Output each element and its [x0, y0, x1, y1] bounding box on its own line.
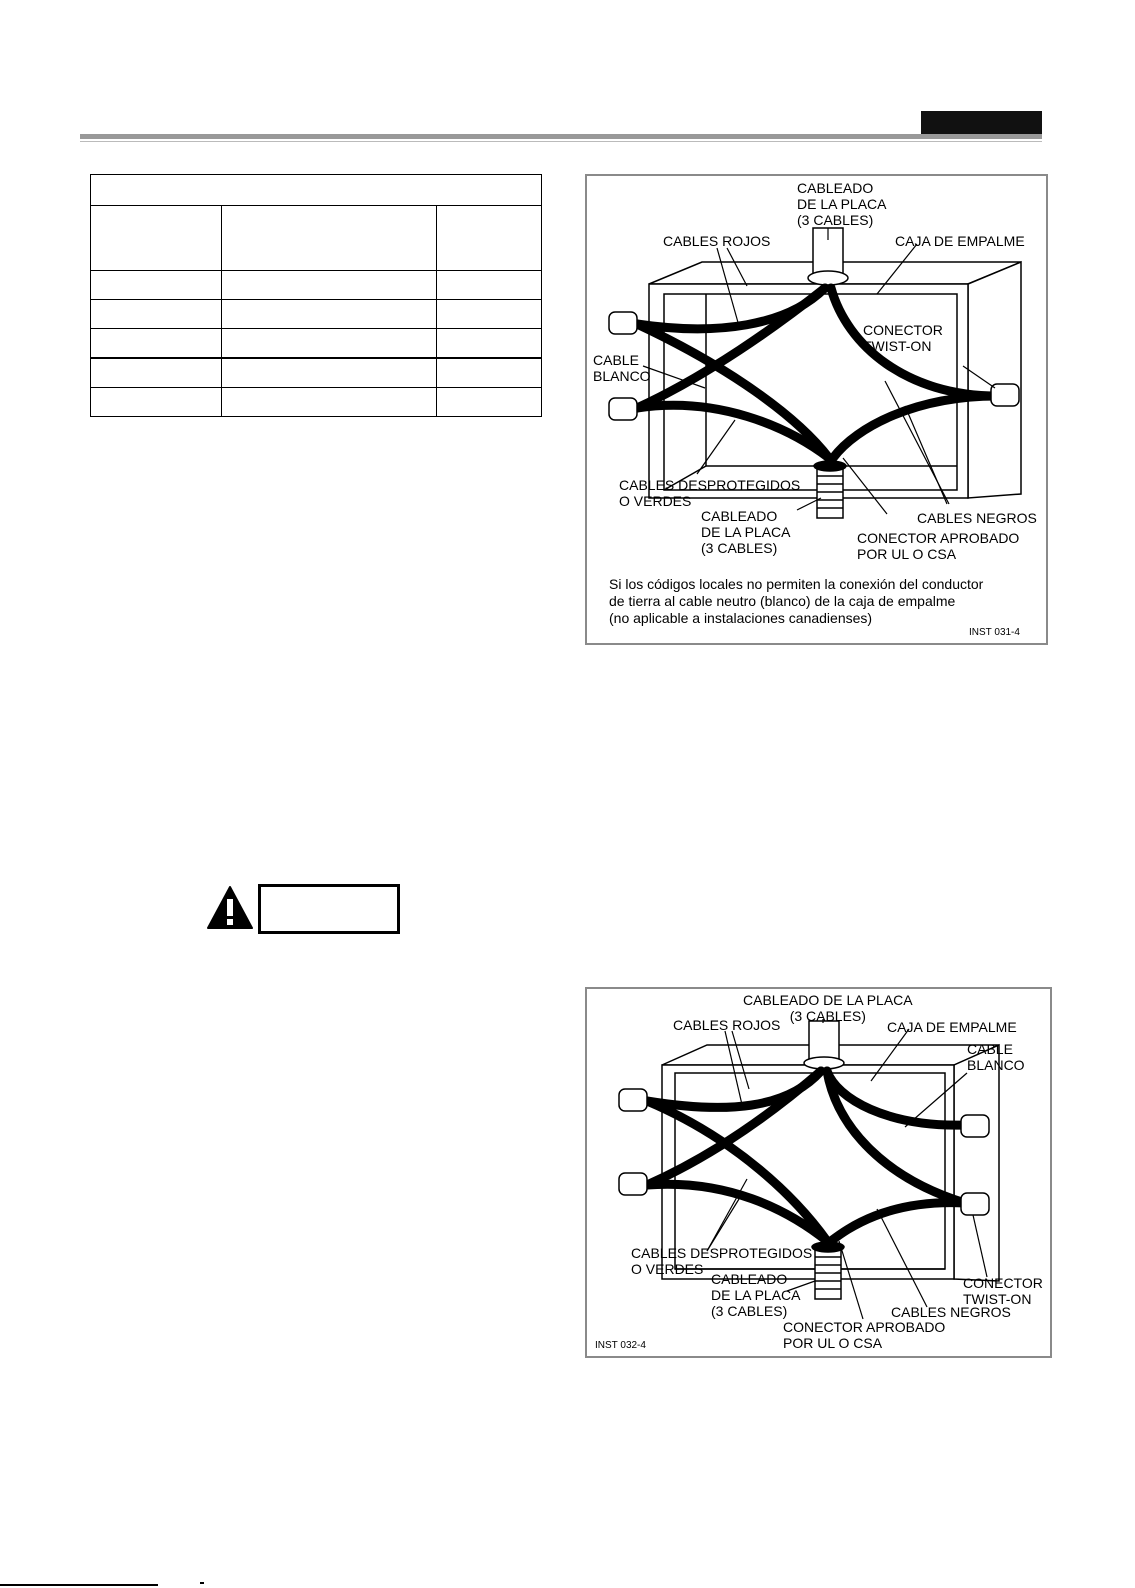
- label-ul-csa: CONECTOR APROBADO POR UL O CSA: [783, 1319, 946, 1351]
- table-header-cell: [437, 206, 542, 271]
- label-twist-on: CONECTOR TWIST-ON: [963, 1275, 1043, 1307]
- label-junction-box: CAJA DE EMPALME: [887, 1019, 1017, 1035]
- footer-mark: [200, 1582, 204, 1584]
- header-rule-thin: [80, 141, 1042, 142]
- warning-label-box: [258, 884, 400, 934]
- wiring-diagram-1: [585, 174, 1048, 645]
- table-cell: [91, 300, 222, 329]
- figure-note: Si los códigos locales no permiten la conexión del conductor de tierra al cable neutro (blanco) de la caja de empalme (no aplicable a instalaciones canadienses): [609, 576, 984, 626]
- table-cell: [222, 271, 437, 300]
- table-cell: [437, 271, 542, 300]
- label-bare-green: CABLES DESPROTEGIDOS O VERDES: [619, 477, 801, 509]
- figure-code: INST 032-4: [595, 1340, 646, 1351]
- warning-triangle-icon: [206, 884, 254, 932]
- table-cell: [437, 329, 542, 359]
- footer-rule: [0, 1584, 158, 1586]
- table-cell: [222, 329, 437, 359]
- table-cell: [91, 271, 222, 300]
- conduit-top-icon: [804, 1021, 844, 1069]
- figure-code: INST 031-4: [969, 627, 1020, 638]
- table-title-cell: [91, 175, 542, 206]
- conduit-bottom-icon: [812, 1242, 844, 1299]
- label-twist-on: CONECTOR TWIST-ON: [863, 322, 943, 354]
- table-cell: [91, 329, 222, 359]
- label-wiring-top: CABLEADO DE LA PLACA (3 CABLES): [797, 180, 887, 228]
- label-wiring-top: CABLEADO DE LA PLACA (3 CABLES): [743, 992, 913, 1024]
- warning-banner: [206, 884, 254, 937]
- header-tab: [921, 111, 1042, 135]
- table-header-cell: [91, 206, 222, 271]
- label-wiring-bottom: CABLEADO DE LA PLACA (3 CABLES): [711, 1271, 801, 1319]
- label-junction-box: CAJA DE EMPALME: [895, 233, 1025, 249]
- label-red-wires: CABLES ROJOS: [673, 1017, 781, 1033]
- table-cell: [222, 388, 437, 417]
- spec-table: [90, 174, 542, 417]
- label-red-wires: CABLES ROJOS: [663, 233, 771, 249]
- label-white-wire: CABLE BLANCO: [967, 1041, 1025, 1073]
- conduit-bottom-icon: [814, 461, 846, 518]
- table-cell: [437, 300, 542, 329]
- header-rule: [80, 134, 1042, 139]
- table-header-cell: [222, 206, 437, 271]
- table-cell: [437, 388, 542, 417]
- label-bare-green: CABLES DESPROTEGIDOS O VERDES: [631, 1245, 813, 1277]
- table-cell: [91, 358, 222, 388]
- label-ul-csa: CONECTOR APROBADO POR UL O CSA: [857, 530, 1020, 562]
- table-cell: [91, 388, 222, 417]
- label-black-wires: CABLES NEGROS: [917, 510, 1037, 526]
- label-white-wire: CABLE BLANCO: [593, 352, 651, 384]
- label-wiring-bottom: CABLEADO DE LA PLACA (3 CABLES): [701, 508, 791, 556]
- label-black-wires: CABLES NEGROS: [891, 1304, 1011, 1320]
- wiring-diagram-2: [585, 987, 1052, 1358]
- table-cell: [437, 358, 542, 388]
- table-cell: [222, 300, 437, 329]
- table-cell: [222, 358, 437, 388]
